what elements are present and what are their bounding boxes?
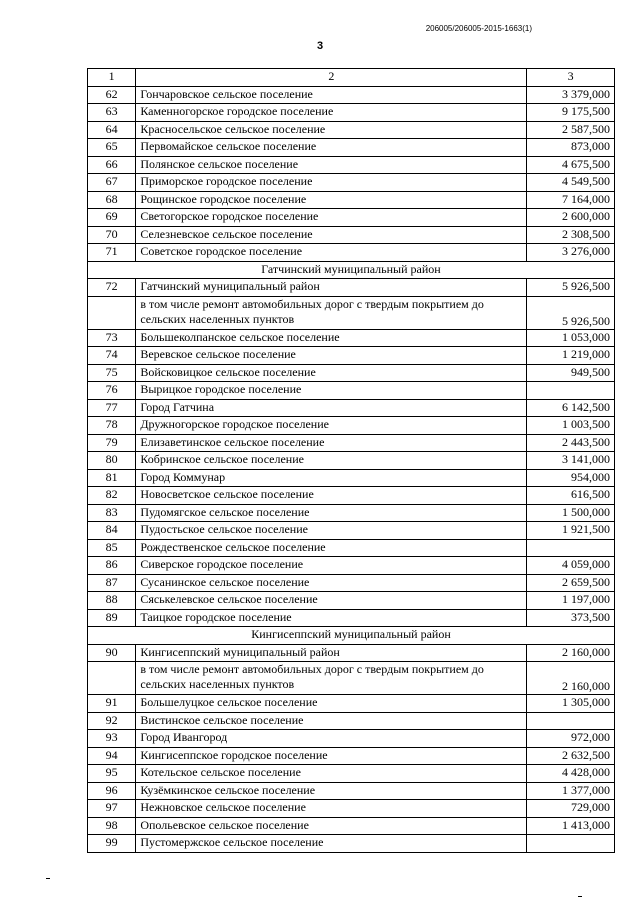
row-number: 75 (88, 364, 136, 382)
table-row (88, 226, 615, 244)
row-number: 82 (88, 487, 136, 505)
row-number: 67 (88, 174, 136, 192)
settlement-name: Кузёмкинское сельское поселение (136, 782, 527, 800)
settlement-name: Таицкое городское поселение (136, 609, 527, 627)
table-row (88, 139, 615, 157)
page-number: 3 (316, 40, 324, 52)
amount-value: 1 500,000 (527, 504, 615, 522)
row-number: 74 (88, 347, 136, 365)
amount-value: 2 160,000 (527, 644, 615, 662)
table-row (88, 329, 615, 347)
settlement-name: Кингисеппское городское поселение (136, 747, 527, 765)
table-row (88, 191, 615, 209)
table-row (88, 121, 615, 139)
row-number: 76 (88, 382, 136, 400)
table-row (88, 156, 615, 174)
table-row (88, 747, 615, 765)
amount-value: 1 197,000 (527, 592, 615, 610)
row-number: 79 (88, 434, 136, 452)
settlement-name: Сусанинское сельское поселение (136, 574, 527, 592)
settlement-name: Рощинское городское поселение (136, 191, 527, 209)
table-row (88, 364, 615, 382)
table-row (88, 86, 615, 104)
amount-value: 1 053,000 (527, 329, 615, 347)
settlement-name: Пудостьское сельское поселение (136, 522, 527, 540)
settlement-name: Гончаровское сельское поселение (136, 86, 527, 104)
settlement-name: Дружногорское городское поселение (136, 417, 527, 435)
table-header-row (88, 69, 615, 87)
row-number: 92 (88, 712, 136, 730)
row-number: 94 (88, 747, 136, 765)
table-row (88, 487, 615, 505)
scan-mark (578, 896, 582, 897)
row-number: 93 (88, 730, 136, 748)
amount-value: 1 305,000 (527, 695, 615, 713)
table-subrow (88, 662, 615, 695)
row-number: 83 (88, 504, 136, 522)
row-number: 96 (88, 782, 136, 800)
settlement-name: Полянское сельское поселение (136, 156, 527, 174)
amount-value (527, 835, 615, 853)
amount-value: 2 600,000 (527, 209, 615, 227)
settlement-name: Веревское сельское поселение (136, 347, 527, 365)
amount-value: 373,500 (527, 609, 615, 627)
amount-value: 4 549,500 (527, 174, 615, 192)
row-number: 70 (88, 226, 136, 244)
table-row (88, 782, 615, 800)
row-number: 62 (88, 86, 136, 104)
table-row (88, 609, 615, 627)
table-row (88, 712, 615, 730)
table-row (88, 347, 615, 365)
settlement-name: Город Коммунар (136, 469, 527, 487)
settlement-name: Сиверское городское поселение (136, 557, 527, 575)
settlement-name: Войсковицкое сельское поселение (136, 364, 527, 382)
row-number: 98 (88, 817, 136, 835)
amount-value (527, 382, 615, 400)
amount-value: 2 659,500 (527, 574, 615, 592)
table-row (88, 174, 615, 192)
table-row (88, 504, 615, 522)
document-id: 206005/206005-2015-1663(1) (425, 24, 532, 33)
amount-value: 2 632,500 (527, 747, 615, 765)
table-row (88, 279, 615, 297)
amount-value: 2 308,500 (527, 226, 615, 244)
row-number: 84 (88, 522, 136, 540)
settlement-name: Большелуцкое сельское поселение (136, 695, 527, 713)
amount-value: 1 921,500 (527, 522, 615, 540)
table-row (88, 800, 615, 818)
row-number: 91 (88, 695, 136, 713)
row-number: 81 (88, 469, 136, 487)
row-number: 97 (88, 800, 136, 818)
table-row (88, 469, 615, 487)
row-number: 68 (88, 191, 136, 209)
row-number: 63 (88, 104, 136, 122)
settlement-name: Приморское городское поселение (136, 174, 527, 192)
row-number (88, 296, 136, 329)
row-number: 72 (88, 279, 136, 297)
amount-value: 7 164,000 (527, 191, 615, 209)
row-number: 86 (88, 557, 136, 575)
table-row (88, 539, 615, 557)
header-cell-2: 2 (136, 69, 527, 87)
section-header-row (88, 627, 615, 645)
amount-value: 1 413,000 (527, 817, 615, 835)
row-number: 95 (88, 765, 136, 783)
amount-value: 3 276,000 (527, 244, 615, 262)
settlement-name: Город Ивангород (136, 730, 527, 748)
table-row (88, 574, 615, 592)
settlement-name: Пудомягское сельское поселение (136, 504, 527, 522)
row-number: 85 (88, 539, 136, 557)
row-number: 66 (88, 156, 136, 174)
table-row (88, 644, 615, 662)
settlement-name: Большеколпанское сельское поселение (136, 329, 527, 347)
table-row (88, 835, 615, 853)
section-title: Гатчинский муниципальный район (88, 261, 615, 279)
table-row (88, 452, 615, 470)
amount-value: 954,000 (527, 469, 615, 487)
settlement-name: Каменногорское городское поселение (136, 104, 527, 122)
row-number: 77 (88, 399, 136, 417)
amount-value: 873,000 (527, 139, 615, 157)
amount-value: 3 141,000 (527, 452, 615, 470)
table-row (88, 765, 615, 783)
settlement-name: Рождественское сельское поселение (136, 539, 527, 557)
amount-value (527, 712, 615, 730)
amount-value: 5 926,500 (527, 279, 615, 297)
table-row (88, 730, 615, 748)
section-title: Кингисеппский муниципальный район (88, 627, 615, 645)
amount-value: 2 160,000 (527, 662, 615, 695)
section-header-row (88, 261, 615, 279)
settlement-name: Новосветское сельское поселение (136, 487, 527, 505)
table-row (88, 399, 615, 417)
table-row (88, 104, 615, 122)
settlement-name: Кобринское сельское поселение (136, 452, 527, 470)
amount-value: 1 377,000 (527, 782, 615, 800)
table-row (88, 522, 615, 540)
amount-value: 616,500 (527, 487, 615, 505)
settlement-name: Котельское сельское поселение (136, 765, 527, 783)
table-row (88, 592, 615, 610)
settlement-name: Первомайское сельское поселение (136, 139, 527, 157)
amount-value: 9 175,500 (527, 104, 615, 122)
amount-value: 4 428,000 (527, 765, 615, 783)
settlement-name: Гатчинский муниципальный район (136, 279, 527, 297)
settlement-name: Светогорское городское поселение (136, 209, 527, 227)
settlement-name: Вырицкое городское поселение (136, 382, 527, 400)
row-number: 73 (88, 329, 136, 347)
header-cell-1: 1 (88, 69, 136, 87)
row-number (88, 662, 136, 695)
amount-value: 729,000 (527, 800, 615, 818)
settlement-name: Вистинское сельское поселение (136, 712, 527, 730)
amount-value: 2 587,500 (527, 121, 615, 139)
table-row (88, 434, 615, 452)
row-number: 78 (88, 417, 136, 435)
settlement-name: Город Гатчина (136, 399, 527, 417)
settlement-name: Пустомержское сельское поселение (136, 835, 527, 853)
amount-value: 1 219,000 (527, 347, 615, 365)
row-number: 64 (88, 121, 136, 139)
amount-value (527, 539, 615, 557)
allocation-table (87, 68, 615, 853)
row-number: 99 (88, 835, 136, 853)
amount-value: 972,000 (527, 730, 615, 748)
settlement-name: Советское городское поселение (136, 244, 527, 262)
row-number: 69 (88, 209, 136, 227)
amount-value: 5 926,500 (527, 296, 615, 329)
table-row (88, 244, 615, 262)
amount-value: 949,500 (527, 364, 615, 382)
amount-value: 3 379,000 (527, 86, 615, 104)
table-row (88, 382, 615, 400)
settlement-name: Нежновское сельское поселение (136, 800, 527, 818)
row-number: 88 (88, 592, 136, 610)
row-number: 65 (88, 139, 136, 157)
table-row (88, 209, 615, 227)
row-number: 87 (88, 574, 136, 592)
row-number: 71 (88, 244, 136, 262)
table-row (88, 817, 615, 835)
header-cell-3: 3 (527, 69, 615, 87)
settlement-name: в том числе ремонт автомобильных дорог с твердым покрытием до сельских населенных пунктов (136, 662, 527, 695)
row-number: 90 (88, 644, 136, 662)
settlement-name: Елизаветинское сельское поселение (136, 434, 527, 452)
amount-value: 2 443,500 (527, 434, 615, 452)
settlement-name: в том числе ремонт автомобильных дорог с твердым покрытием до сельских населенных пунктов (136, 296, 527, 329)
table-row (88, 557, 615, 575)
row-number: 89 (88, 609, 136, 627)
scan-mark (46, 878, 50, 879)
table-row (88, 417, 615, 435)
settlement-name: Селезневское сельское поселение (136, 226, 527, 244)
row-number: 80 (88, 452, 136, 470)
settlement-name: Красносельское сельское поселение (136, 121, 527, 139)
amount-value: 6 142,500 (527, 399, 615, 417)
settlement-name: Сяськелевское сельское поселение (136, 592, 527, 610)
settlement-name: Кингисеппский муниципальный район (136, 644, 527, 662)
amount-value: 4 675,500 (527, 156, 615, 174)
table-subrow (88, 296, 615, 329)
table-row (88, 695, 615, 713)
amount-value: 4 059,000 (527, 557, 615, 575)
settlement-name: Опольевское сельское поселение (136, 817, 527, 835)
amount-value: 1 003,500 (527, 417, 615, 435)
